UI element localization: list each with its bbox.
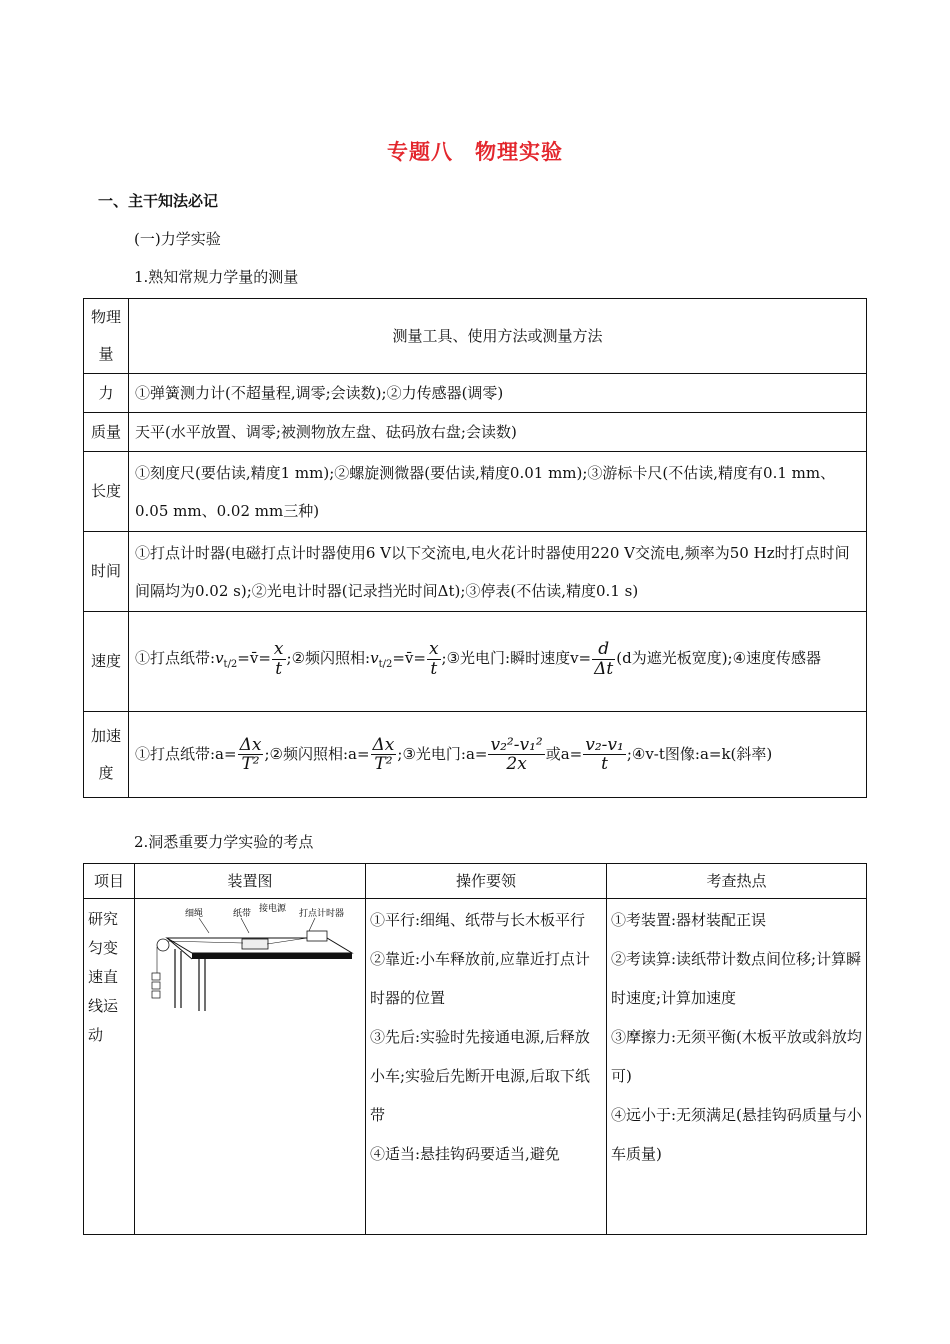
accel-text-3: ;③光电门:a=	[397, 744, 488, 763]
speed-text-2: ;②频闪照相:	[286, 649, 371, 667]
row-key: 力	[84, 374, 129, 413]
row-key: 时间	[84, 532, 129, 612]
numerator: v₂²-v₁²	[490, 734, 543, 755]
dx-over-t2-fraction	[371, 736, 397, 774]
header-operation: 操作要领	[366, 864, 607, 899]
row-value: ①刻度尺(要估读,精度1 mm);②螺旋测微器(要估读,精度0.01 mm);③游标卡尺(不估读,精度有0.1 mm、0.05 mm、0.02 mm三种)	[129, 452, 867, 532]
denominator: T²	[374, 754, 393, 775]
header-diagram: 装置图	[135, 864, 366, 899]
apparatus-diagram-cell	[135, 899, 366, 1235]
numerator: Δx	[372, 734, 395, 755]
x-over-t-fraction	[427, 640, 441, 678]
section-heading: 一、主干知法必记	[98, 192, 219, 210]
speed-text-3: ;③光电门:瞬时速度v=	[441, 649, 592, 667]
table-header-key: 物理量	[84, 299, 129, 374]
measurement-table	[83, 298, 867, 798]
hotspot-item: ①考装置:器材装配正误	[611, 911, 767, 929]
v-symbol: v	[215, 649, 224, 667]
row-key: 加速度	[84, 712, 129, 798]
numerator: x	[273, 638, 284, 659]
hotspot-item: ②考读算:读纸带计数点间位移;计算瞬时速度;计算加速度	[611, 950, 862, 1007]
denominator: T²	[241, 754, 260, 775]
denominator: t	[601, 754, 608, 775]
accel-text-4: 或a=	[545, 744, 583, 763]
hotspot-item: ③摩擦力:无须平衡(木板平放或斜放均可)	[611, 1028, 862, 1085]
operation-item: ④适当:悬挂钩码要适当,避免	[370, 1145, 560, 1163]
subsection-title-2: 2.洞悉重要力学实验的考点	[134, 833, 314, 851]
hotspot-cell	[607, 899, 867, 1235]
numerator: x	[428, 638, 439, 659]
denominator: 2x	[506, 754, 527, 775]
experiment-name: 研究匀变速直线运动	[84, 899, 135, 1235]
row-value: 天平(水平放置、调零;被测物放左盘、砝码放右盘;会读数)	[129, 413, 867, 452]
hotspot-item: ④远小于:无须满足(悬挂钩码质量与小车质量)	[611, 1106, 862, 1163]
accel-text-1: ①打点纸带:a=	[135, 744, 237, 763]
label-string: 细绳	[185, 909, 204, 919]
denominator: Δt	[594, 658, 614, 679]
row-key: 质量	[84, 413, 129, 452]
t-half-sub: t/2	[378, 659, 393, 670]
row-value: ①弹簧测力计(不超量程,调零;会读数);②力传感器(调零)	[129, 374, 867, 413]
label-tape: 纸带	[233, 909, 252, 919]
operation-cell	[366, 899, 607, 1235]
apparatus-diagram	[137, 903, 357, 1013]
speed-text-4: (d为遮光板宽度);④速度传感器	[616, 649, 822, 667]
dv-over-t-fraction	[583, 736, 626, 774]
numerator: d	[592, 640, 615, 660]
header-hotspots: 考查热点	[607, 864, 867, 899]
speed-text-1: ①打点纸带:	[135, 649, 216, 667]
subsection-heading: (一)力学实验	[134, 230, 221, 248]
v-squared-fraction	[488, 736, 544, 774]
accel-text-2: ;②频闪照相:a=	[264, 744, 370, 763]
denominator: t	[275, 658, 283, 679]
speed-formula-cell	[129, 612, 867, 712]
denominator: t	[430, 658, 438, 679]
operation-item: ①平行:细绳、纸带与长木板平行	[370, 911, 586, 929]
row-key: 长度	[84, 452, 129, 532]
accel-text-5: ;④v-t图像:a=k(斜率)	[626, 744, 773, 763]
equals-vbar: =v̄=	[237, 649, 271, 667]
row-value: ①打点计时器(电磁打点计时器使用6 V以下交流电,电火花计时器使用220 V交流电,频率为50 Hz时打点时间间隔均为0.02 s);②光电计时器(记录挡光时间Δt);③停表(不估读,精度0.1 s)	[129, 532, 867, 612]
subsection-title-1: 1.熟知常规力学量的测量	[134, 268, 299, 286]
d-over-dt-fraction	[592, 640, 615, 678]
v-symbol: v	[370, 649, 379, 667]
label-power: 接电源	[259, 904, 287, 914]
accel-formula-cell	[129, 712, 867, 798]
equals-vbar: =v̄=	[392, 649, 426, 667]
page-title: 专题八 物理实验	[387, 139, 563, 164]
table-header-value: 测量工具、使用方法或测量方法	[129, 299, 867, 374]
x-over-t-fraction	[272, 640, 286, 678]
experiment-table	[83, 863, 867, 1235]
operation-item: ③先后:实验时先接通电源,后释放小车;实验后先断开电源,后取下纸带	[370, 1028, 590, 1124]
operation-item: ②靠近:小车释放前,应靠近打点计时器的位置	[370, 950, 590, 1007]
row-key: 速度	[84, 612, 129, 712]
label-timer: 打点计时器	[299, 909, 345, 919]
numerator: v₂-v₁	[585, 734, 624, 755]
numerator: Δx	[239, 734, 262, 755]
dx-over-t2-fraction	[238, 736, 264, 774]
header-project: 项目	[84, 864, 135, 899]
t-half-sub: t/2	[223, 659, 238, 670]
